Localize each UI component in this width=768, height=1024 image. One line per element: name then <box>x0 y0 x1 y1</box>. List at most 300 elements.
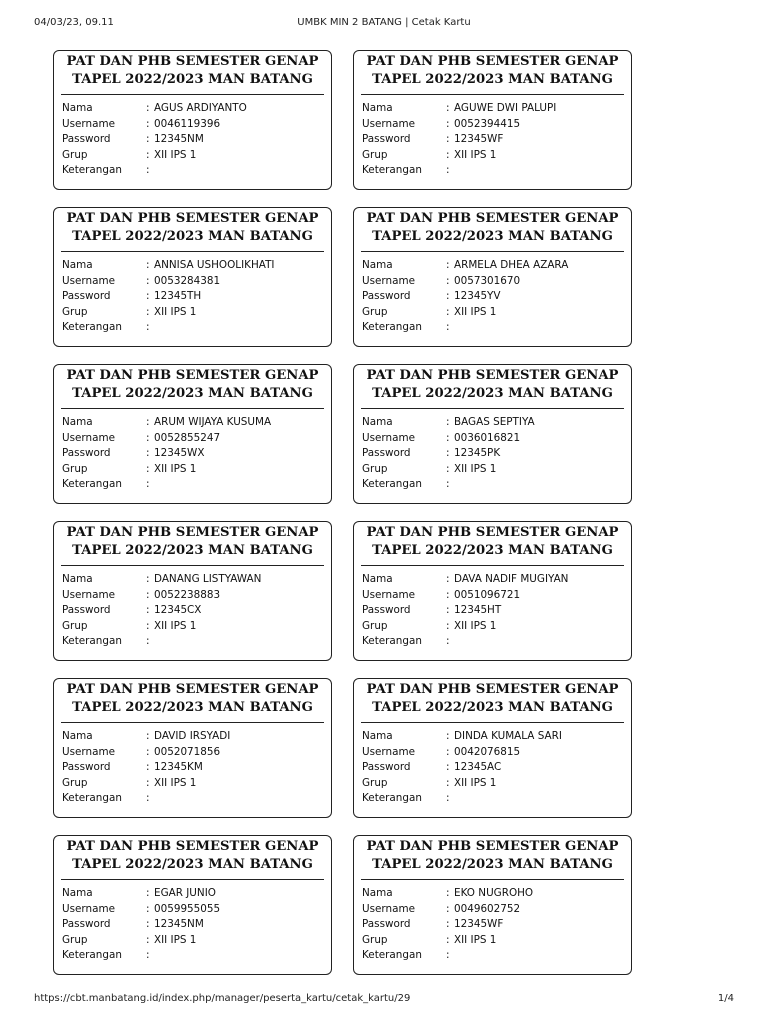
exam-card-2 <box>353 50 632 190</box>
field-separator: : <box>446 290 450 303</box>
field-separator: : <box>446 305 450 318</box>
field-label: Username <box>362 902 415 915</box>
card-title-line-1: PAT DAN PHB SEMESTER GENAP <box>66 54 319 69</box>
field-label: Username <box>362 117 415 130</box>
exam-card-1 <box>53 50 332 190</box>
card-title-line-2: TAPEL 2022/2023 MAN BATANG <box>72 385 313 401</box>
field-label: Keterangan <box>62 949 122 962</box>
field-separator: : <box>446 933 450 946</box>
field-value-password: 12345NM <box>154 133 204 146</box>
card-title-line-1: PAT DAN PHB SEMESTER GENAP <box>66 839 319 854</box>
field-label: Grup <box>362 462 388 475</box>
field-value-nama: DANANG LISTYAWAN <box>154 573 262 585</box>
card-title-line-2: TAPEL 2022/2023 MAN BATANG <box>372 385 613 401</box>
field-separator: : <box>146 745 150 758</box>
field-value-nama: AGUS ARDIYANTO <box>154 102 247 114</box>
field-value-keterangan <box>454 634 623 650</box>
field-value-keterangan <box>154 948 323 964</box>
field-value-nama: DAVID IRSYADI <box>154 730 231 742</box>
field-value-keterangan <box>154 163 323 179</box>
field-value-keterangan <box>454 477 623 493</box>
field-label: Password <box>62 290 111 303</box>
card-title-line-2: TAPEL 2022/2023 MAN BATANG <box>72 856 313 872</box>
field-label: Keterangan <box>362 792 422 805</box>
card-divider <box>361 408 624 409</box>
field-label: Keterangan <box>362 635 422 648</box>
field-value-password: 12345PK <box>454 447 501 460</box>
field-username <box>62 431 323 447</box>
field-value-grup: XII IPS 1 <box>154 305 197 318</box>
field-separator: : <box>446 745 450 758</box>
exam-card-5 <box>53 364 332 504</box>
field-nama <box>62 101 323 117</box>
exam-card-7 <box>53 521 332 661</box>
field-value-grup: XII IPS 1 <box>154 619 197 632</box>
field-keterangan <box>362 948 623 964</box>
field-grup <box>362 619 623 635</box>
field-nama <box>62 572 323 588</box>
field-separator: : <box>446 918 450 931</box>
field-separator: : <box>146 776 150 789</box>
exam-card-12 <box>353 835 632 975</box>
field-separator: : <box>446 133 450 146</box>
field-separator: : <box>146 305 150 318</box>
field-separator: : <box>446 478 450 491</box>
card-title <box>362 522 623 559</box>
field-separator: : <box>146 164 150 177</box>
field-keterangan <box>362 791 623 807</box>
field-label: Grup <box>362 619 388 632</box>
field-label: Nama <box>62 573 93 585</box>
field-value-password: 12345HT <box>454 604 502 617</box>
field-keterangan <box>62 634 323 650</box>
field-label: Nama <box>362 887 393 899</box>
field-value-grup: XII IPS 1 <box>454 776 497 789</box>
field-keterangan <box>62 320 323 336</box>
field-separator: : <box>146 635 150 648</box>
field-separator: : <box>446 102 450 114</box>
card-title-line-1: PAT DAN PHB SEMESTER GENAP <box>366 682 619 697</box>
field-label: Nama <box>362 102 393 114</box>
field-label: Password <box>362 290 411 303</box>
field-grup <box>62 462 323 478</box>
field-nama <box>62 886 323 902</box>
field-separator: : <box>446 776 450 789</box>
field-grup <box>62 776 323 792</box>
field-username <box>62 274 323 290</box>
field-separator: : <box>146 431 150 444</box>
field-grup <box>362 933 623 949</box>
card-title-line-1: PAT DAN PHB SEMESTER GENAP <box>66 368 319 383</box>
field-label: Nama <box>62 102 93 114</box>
field-label: Username <box>362 745 415 758</box>
field-label: Keterangan <box>62 164 122 177</box>
field-password <box>62 132 323 148</box>
card-title <box>62 522 323 559</box>
field-password <box>362 917 623 933</box>
field-label: Nama <box>362 730 393 742</box>
field-separator: : <box>146 117 150 130</box>
field-nama <box>362 572 623 588</box>
field-label: Keterangan <box>62 792 122 805</box>
card-title-line-1: PAT DAN PHB SEMESTER GENAP <box>66 682 319 697</box>
field-separator: : <box>446 573 450 585</box>
card-title-line-2: TAPEL 2022/2023 MAN BATANG <box>72 542 313 558</box>
field-separator: : <box>446 635 450 648</box>
field-keterangan <box>362 163 623 179</box>
field-label: Username <box>362 588 415 601</box>
field-username <box>62 902 323 918</box>
field-value-password: 12345CX <box>154 604 202 617</box>
card-title <box>362 365 623 402</box>
card-fields <box>62 886 323 964</box>
card-divider <box>61 94 324 95</box>
field-value-keterangan <box>454 948 623 964</box>
field-value-keterangan <box>454 791 623 807</box>
field-value-nama: DAVA NADIF MUGIYAN <box>454 573 569 585</box>
field-value-username: 0052855247 <box>154 431 221 444</box>
field-grup <box>62 933 323 949</box>
field-value-keterangan <box>454 163 623 179</box>
field-value-keterangan <box>154 320 323 336</box>
field-label: Username <box>62 274 115 287</box>
field-label: Grup <box>62 776 88 789</box>
field-password <box>362 132 623 148</box>
field-label: Username <box>62 431 115 444</box>
field-separator: : <box>446 792 450 805</box>
field-separator: : <box>146 949 150 962</box>
field-value-grup: XII IPS 1 <box>454 148 497 161</box>
field-label: Grup <box>62 148 88 161</box>
card-title <box>362 679 623 716</box>
field-value-nama: AGUWE DWI PALUPI <box>454 102 557 114</box>
field-password <box>62 603 323 619</box>
field-grup <box>362 148 623 164</box>
card-fields <box>62 258 323 336</box>
field-label: Keterangan <box>62 478 122 491</box>
field-separator: : <box>446 462 450 475</box>
exam-card-9 <box>53 678 332 818</box>
field-value-keterangan <box>154 634 323 650</box>
field-value-username: 0036016821 <box>454 431 521 444</box>
card-title-line-2: TAPEL 2022/2023 MAN BATANG <box>372 856 613 872</box>
field-value-nama: EKO NUGROHO <box>454 887 534 899</box>
field-password <box>362 289 623 305</box>
card-title <box>62 365 323 402</box>
field-separator: : <box>446 164 450 177</box>
field-separator: : <box>146 933 150 946</box>
card-fields <box>62 729 323 807</box>
field-separator: : <box>146 478 150 491</box>
page-number: 1/4 <box>717 993 734 1004</box>
field-keterangan <box>62 948 323 964</box>
field-grup <box>62 305 323 321</box>
field-keterangan <box>362 634 623 650</box>
field-value-grup: XII IPS 1 <box>154 933 197 946</box>
card-fields <box>362 729 623 807</box>
field-label: Nama <box>62 259 93 271</box>
field-separator: : <box>146 604 150 617</box>
field-label: Keterangan <box>62 321 122 334</box>
field-value-grup: XII IPS 1 <box>154 462 197 475</box>
field-username <box>62 745 323 761</box>
field-label: Username <box>62 588 115 601</box>
exam-card-6 <box>353 364 632 504</box>
field-password <box>62 917 323 933</box>
field-value-grup: XII IPS 1 <box>154 148 197 161</box>
card-title <box>62 51 323 88</box>
card-title-line-2: TAPEL 2022/2023 MAN BATANG <box>372 699 613 715</box>
field-separator: : <box>146 133 150 146</box>
field-label: Grup <box>62 933 88 946</box>
field-separator: : <box>146 730 150 742</box>
field-label: Password <box>62 604 111 617</box>
field-label: Password <box>62 761 111 774</box>
field-separator: : <box>146 259 150 271</box>
field-label: Password <box>362 133 411 146</box>
card-title-line-2: TAPEL 2022/2023 MAN BATANG <box>372 228 613 244</box>
card-title <box>362 208 623 245</box>
card-divider <box>61 879 324 880</box>
field-value-username: 0046119396 <box>154 117 221 130</box>
card-title-line-2: TAPEL 2022/2023 MAN BATANG <box>372 542 613 558</box>
card-title <box>62 679 323 716</box>
field-separator: : <box>146 792 150 805</box>
field-password <box>362 760 623 776</box>
card-title-line-1: PAT DAN PHB SEMESTER GENAP <box>366 525 619 540</box>
field-label: Password <box>62 133 111 146</box>
field-label: Nama <box>62 887 93 899</box>
field-value-nama: ARUM WIJAYA KUSUMA <box>154 416 272 428</box>
field-value-keterangan <box>154 477 323 493</box>
field-label: Username <box>362 274 415 287</box>
field-separator: : <box>446 619 450 632</box>
field-password <box>62 446 323 462</box>
field-label: Username <box>62 902 115 915</box>
field-value-nama: ANNISA USHOOLIKHATI <box>154 259 275 271</box>
field-label: Nama <box>62 416 93 428</box>
field-label: Nama <box>362 416 393 428</box>
field-label: Grup <box>362 305 388 318</box>
field-nama <box>62 258 323 274</box>
card-fields <box>62 572 323 650</box>
field-value-username: 0042076815 <box>454 745 521 758</box>
field-label: Keterangan <box>62 635 122 648</box>
field-nama <box>362 101 623 117</box>
field-label: Password <box>362 447 411 460</box>
field-label: Grup <box>362 933 388 946</box>
print-header <box>0 0 768 40</box>
field-label: Password <box>362 604 411 617</box>
field-label: Password <box>62 447 111 460</box>
field-value-username: 0052394415 <box>454 117 521 130</box>
field-separator: : <box>146 588 150 601</box>
card-divider <box>361 565 624 566</box>
field-value-nama: BAGAS SEPTIYA <box>454 416 535 428</box>
card-fields <box>362 101 623 179</box>
field-value-grup: XII IPS 1 <box>454 305 497 318</box>
field-separator: : <box>146 761 150 774</box>
field-label: Grup <box>362 148 388 161</box>
field-separator: : <box>146 573 150 585</box>
card-divider <box>361 251 624 252</box>
field-username <box>362 588 623 604</box>
card-title-line-1: PAT DAN PHB SEMESTER GENAP <box>66 211 319 226</box>
field-value-username: 0049602752 <box>454 902 521 915</box>
field-label: Username <box>62 117 115 130</box>
field-username <box>62 588 323 604</box>
field-password <box>62 760 323 776</box>
print-page-title: UMBK MIN 2 BATANG | Cetak Kartu <box>297 17 471 28</box>
field-separator: : <box>446 588 450 601</box>
field-value-password: 12345WX <box>154 447 205 460</box>
field-separator: : <box>146 462 150 475</box>
card-title-line-1: PAT DAN PHB SEMESTER GENAP <box>366 368 619 383</box>
field-value-username: 0053284381 <box>154 274 221 287</box>
field-nama <box>62 415 323 431</box>
field-username <box>362 274 623 290</box>
exam-card-3 <box>53 207 332 347</box>
field-value-nama: DINDA KUMALA SARI <box>454 730 562 742</box>
card-fields <box>62 415 323 493</box>
field-grup <box>62 619 323 635</box>
field-separator: : <box>146 148 150 161</box>
field-separator: : <box>146 416 150 428</box>
field-value-username: 0051096721 <box>454 588 521 601</box>
field-label: Nama <box>362 573 393 585</box>
field-separator: : <box>446 431 450 444</box>
card-title-line-1: PAT DAN PHB SEMESTER GENAP <box>366 211 619 226</box>
field-grup <box>362 462 623 478</box>
card-divider <box>361 879 624 880</box>
field-separator: : <box>146 619 150 632</box>
field-value-password: 12345KM <box>154 761 203 774</box>
field-separator: : <box>146 447 150 460</box>
field-separator: : <box>446 761 450 774</box>
field-separator: : <box>446 604 450 617</box>
field-label: Password <box>362 761 411 774</box>
card-title-line-2: TAPEL 2022/2023 MAN BATANG <box>72 228 313 244</box>
field-grup <box>362 776 623 792</box>
field-label: Nama <box>362 259 393 271</box>
field-value-username: 0059955055 <box>154 902 221 915</box>
field-password <box>362 603 623 619</box>
field-separator: : <box>446 447 450 460</box>
field-separator: : <box>446 730 450 742</box>
field-separator: : <box>146 290 150 303</box>
field-separator: : <box>146 274 150 287</box>
field-label: Grup <box>362 776 388 789</box>
field-nama <box>362 415 623 431</box>
card-title <box>62 836 323 873</box>
field-value-keterangan <box>154 791 323 807</box>
field-value-username: 0052071856 <box>154 745 221 758</box>
field-separator: : <box>446 416 450 428</box>
field-label: Password <box>62 918 111 931</box>
card-fields <box>362 258 623 336</box>
field-value-nama: EGAR JUNIO <box>154 887 216 899</box>
field-separator: : <box>446 117 450 130</box>
card-title <box>362 51 623 88</box>
card-grid <box>53 50 632 975</box>
field-keterangan <box>362 477 623 493</box>
exam-card-11 <box>53 835 332 975</box>
card-divider <box>361 94 624 95</box>
field-nama <box>362 886 623 902</box>
field-value-grup: XII IPS 1 <box>454 619 497 632</box>
field-value-password: 12345WF <box>454 918 504 931</box>
print-url: https://cbt.manbatang.id/index.php/manager/peserta_kartu/cetak_kartu/29 <box>34 993 411 1004</box>
field-label: Grup <box>62 462 88 475</box>
field-label: Keterangan <box>362 164 422 177</box>
card-fields <box>362 886 623 964</box>
field-username <box>362 431 623 447</box>
exam-card-4 <box>353 207 632 347</box>
field-label: Username <box>362 431 415 444</box>
field-value-password: 12345AC <box>454 761 502 774</box>
exam-card-8 <box>353 521 632 661</box>
card-fields <box>62 101 323 179</box>
card-title-line-1: PAT DAN PHB SEMESTER GENAP <box>366 839 619 854</box>
field-separator: : <box>146 902 150 915</box>
field-username <box>62 117 323 133</box>
field-label: Grup <box>62 305 88 318</box>
field-keterangan <box>62 477 323 493</box>
field-value-grup: XII IPS 1 <box>154 776 197 789</box>
field-nama <box>362 729 623 745</box>
field-separator: : <box>446 259 450 271</box>
exam-card-10 <box>353 678 632 818</box>
card-divider <box>61 251 324 252</box>
print-date: 04/03/23, 09.11 <box>34 17 114 28</box>
field-separator: : <box>146 918 150 931</box>
field-label: Keterangan <box>362 949 422 962</box>
field-value-password: 12345TH <box>154 290 202 303</box>
card-title-line-2: TAPEL 2022/2023 MAN BATANG <box>72 699 313 715</box>
field-label: Nama <box>62 730 93 742</box>
field-value-password: 12345WF <box>454 133 504 146</box>
field-value-nama: ARMELA DHEA AZARA <box>454 259 569 271</box>
field-value-password: 12345NM <box>154 918 204 931</box>
field-value-password: 12345YV <box>454 290 501 303</box>
field-value-username: 0057301670 <box>454 274 521 287</box>
card-divider <box>61 722 324 723</box>
field-grup <box>362 305 623 321</box>
field-nama <box>62 729 323 745</box>
card-title <box>62 208 323 245</box>
field-password <box>362 446 623 462</box>
card-fields <box>362 415 623 493</box>
field-separator: : <box>446 887 450 899</box>
field-separator: : <box>146 321 150 334</box>
field-grup <box>62 148 323 164</box>
card-title-line-1: PAT DAN PHB SEMESTER GENAP <box>366 54 619 69</box>
field-keterangan <box>62 791 323 807</box>
field-separator: : <box>146 102 150 114</box>
field-value-grup: XII IPS 1 <box>454 933 497 946</box>
field-label: Keterangan <box>362 478 422 491</box>
card-title-line-1: PAT DAN PHB SEMESTER GENAP <box>66 525 319 540</box>
field-separator: : <box>446 274 450 287</box>
field-username <box>362 117 623 133</box>
card-divider <box>61 565 324 566</box>
card-fields <box>362 572 623 650</box>
field-label: Keterangan <box>362 321 422 334</box>
field-separator: : <box>446 148 450 161</box>
card-title-line-2: TAPEL 2022/2023 MAN BATANG <box>372 71 613 87</box>
field-keterangan <box>362 320 623 336</box>
field-label: Password <box>362 918 411 931</box>
